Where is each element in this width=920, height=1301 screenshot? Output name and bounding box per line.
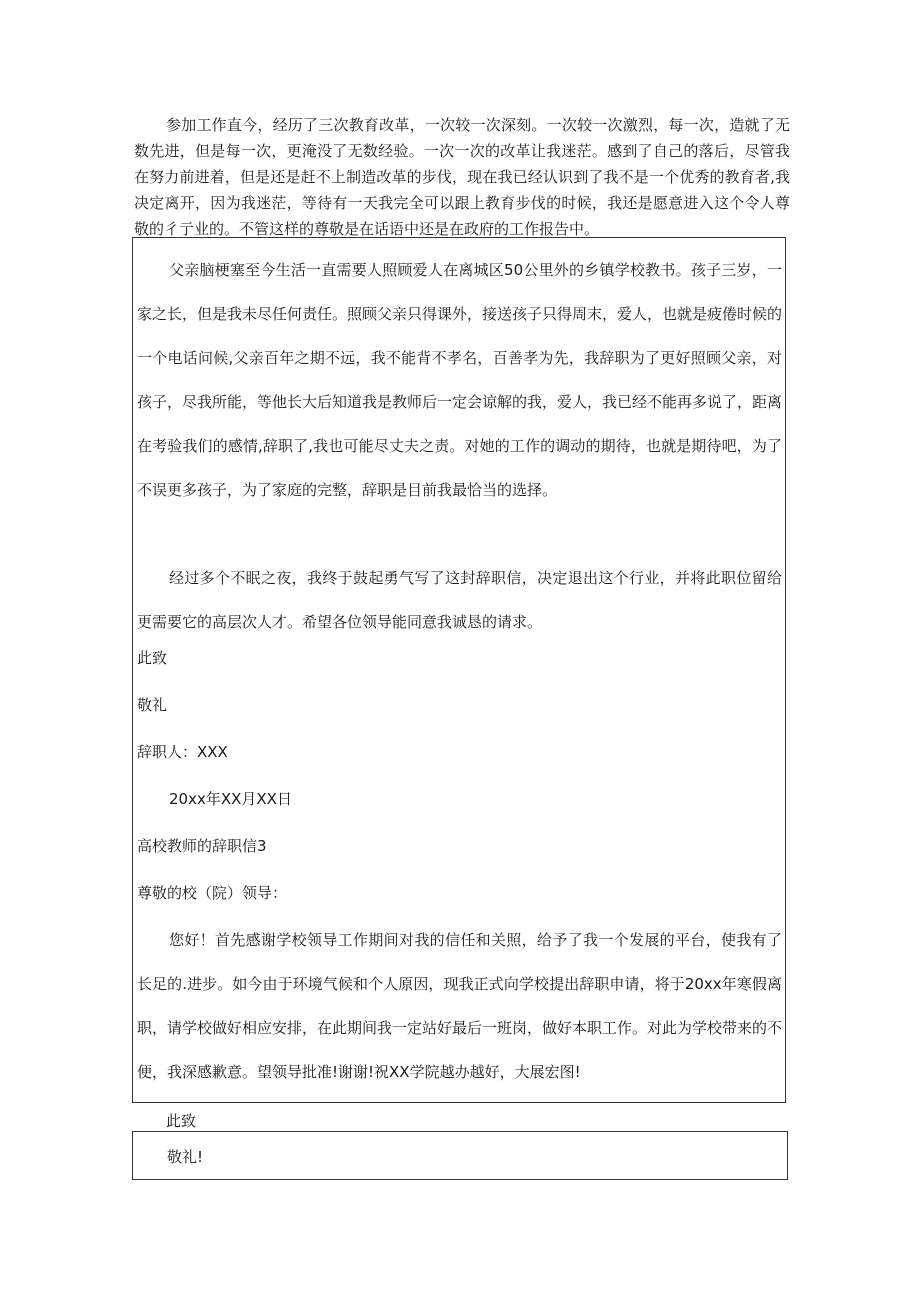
closing-cizhi: 此致: [137, 649, 168, 667]
date-line: 20xx年XX月XX日: [169, 790, 292, 808]
greeting-line: 尊敬的校（院）领导：: [137, 884, 288, 902]
decision-paragraph: 经过多个不眠之夜，我终于鼓起勇气写了这封辞职信，决定退出这个行业，并将此职位留给更需要它的高层次人才。希望各位领导能同意我诚恳的请求。: [137, 569, 782, 631]
closing-cizhi-2: 此致: [166, 1112, 197, 1130]
closing-jingli-2: 敬礼!: [167, 1148, 204, 1166]
signer-line: 辞职人：XXX: [137, 743, 228, 761]
closing-jingli: 敬礼: [137, 696, 168, 714]
letter-box: [132, 237, 786, 1103]
section-title: 高校教师的辞职信3: [137, 837, 267, 855]
letter-body-paragraph: 您好！首先感谢学校领导工作期间对我的信任和关照，给予了我一个发展的平台，使我有了长足的.进步。如今由于环境气候和个人原因，现我正式向学校提出辞职申请，将于20xx年寒假离职，请学校做好相应安排，在此期间我一定站好最后一班岗，做好本职工作。对此为学校带来的不便，我深感歉意。望领导批准!谢谢!祝XX学院越办越好，大展宏图!: [137, 931, 783, 1081]
intro-paragraph: 参加工作直今，经历了三次教育改革，一次较一次深刻。一次较一次激烈，每一次，造就了无数先进，但是每一次，更淹没了无数经验。一次一次的改革让我迷茫。感到了自己的落后，尽管我在努力前进着，但是还是赶不上制造改革的步伐，现在我已经认识到了我不是一个优秀的教育者,我决定离开，因为我迷茫，等待有一天我完全可以跟上教育步伐的时候，我还是愿意进入这个令人尊敬的彳亍业的。不管这样的尊敬是在话语中还是在政府的工作报告中。: [134, 116, 790, 238]
closing-box: [132, 1131, 788, 1180]
father-paragraph: 父亲脑梗塞至今生活一直需要人照顾爱人在离城区50公里外的乡镇学校教书。孩子三岁，一家之长，但是我未尽任何责任。照顾父亲只得课外，接送孩子只得周末，爱人，也就是疲倦时候的一个电话问候,父亲百年之期不远，我不能背不孝名，百善孝为先，我辞职为了更好照顾父亲，对孩子，尽我所能，等他长大后知道我是教师后一定会谅解的我，爱人，我已经不能再多说了，距离在考验我们的感情,辞职了,我也可能尽丈夫之责。对她的工作的调动的期待，也就是期待吧，为了不误更多孩子，为了家庭的完整，辞职是目前我最恰当的选择。: [137, 261, 783, 499]
